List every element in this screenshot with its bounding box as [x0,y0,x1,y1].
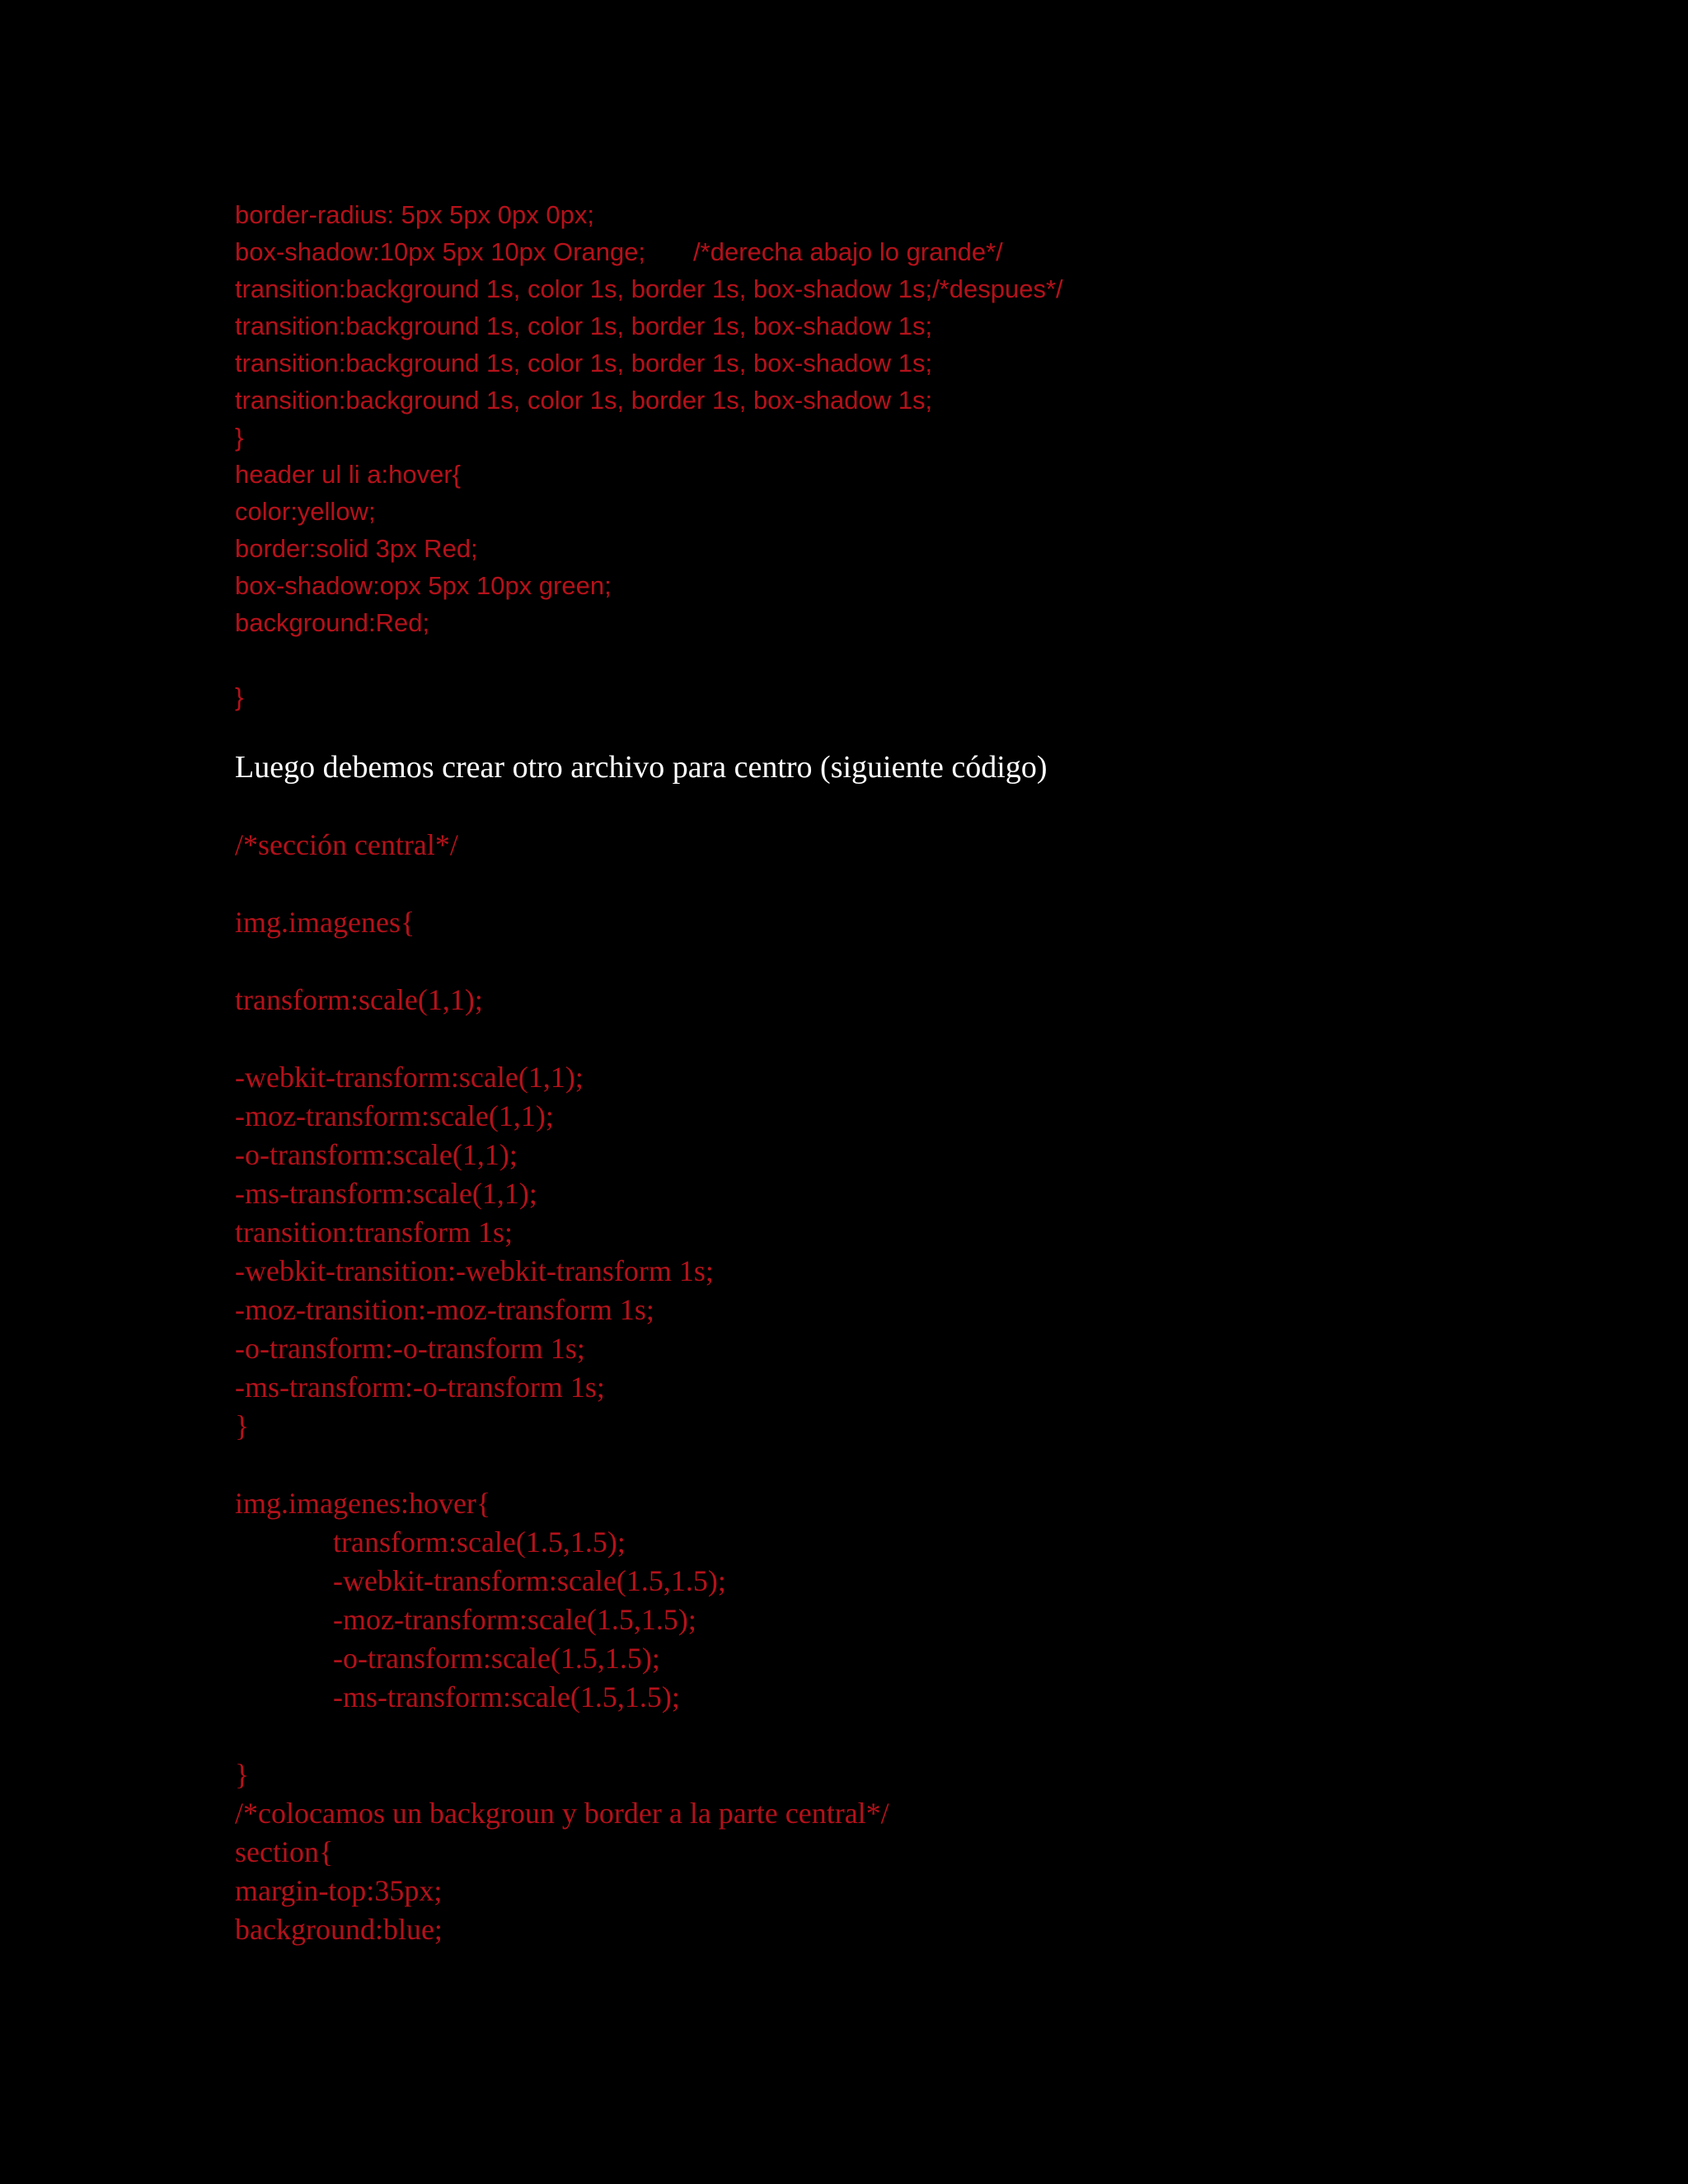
code-line: background:Red; [235,608,430,637]
intro-paragraph: Luego debemos crear otro archivo para centro (siguiente código) [235,750,1048,785]
code-line: color:yellow; [235,497,376,526]
code-line: transition:background 1s, color 1s, border 1s, box-shadow 1s; [235,349,933,377]
code-line: section{ [235,1835,334,1868]
code-line: background:blue; [235,1913,443,1946]
code-line: -webkit-transform:scale(1.5,1.5); [333,1564,726,1597]
code-line: transform:scale(1.5,1.5); [333,1526,626,1558]
code-line: -o-transform:scale(1,1); [235,1138,518,1171]
code-line: border-radius: 5px 5px 0px 0px; [235,200,594,229]
code-line: transition:transform 1s; [235,1216,513,1249]
code-line [235,233,1554,270]
code-line: } [235,423,244,452]
code-comment: /*sección central*/ [235,828,458,861]
blank-line [235,1019,1554,1058]
code-line: box-shadow:opx 5px 10px green; [235,571,612,600]
code-line: -o-transform:scale(1.5,1.5); [333,1642,660,1675]
code-line: border:solid 3px Red; [235,534,478,563]
code-line: -moz-transition:-moz-transform 1s; [235,1293,654,1326]
blank-line [235,865,1554,903]
code-line: transition:background 1s, color 1s, border 1s, box-shadow 1s; [235,312,933,340]
code-line: } [235,1758,250,1791]
code-line: transition:background 1s, color 1s, border 1s, box-shadow 1s; [235,386,933,415]
blank-line [235,1446,1554,1484]
css-code-block-header [235,196,1554,715]
code-line: transform:scale(1,1); [235,983,483,1016]
code-line: -ms-transform:scale(1.5,1.5); [333,1680,680,1713]
code-line: -webkit-transition:-webkit-transform 1s; [235,1254,714,1287]
css-code-block-center [235,748,1554,1949]
code-line: img.imagenes{ [235,906,415,939]
code-line: -moz-transform:scale(1,1); [235,1099,554,1132]
code-line: } [235,1409,250,1442]
code-line: -webkit-transform:scale(1,1); [235,1061,584,1094]
blank-line [235,641,1554,678]
blank-line [235,1717,1554,1755]
code-line: -ms-transform:scale(1,1); [235,1177,537,1210]
code-line: transition:background 1s, color 1s, border 1s, box-shadow 1s;/*despues*/ [235,274,1063,303]
code-line: img.imagenes:hover{ [235,1487,491,1520]
code-line: -moz-transform:scale(1.5,1.5); [333,1603,696,1636]
code-line: margin-top:35px; [235,1874,443,1907]
code-comment: /*derecha abajo lo grande*/ [693,237,1003,266]
code-comment: /*colocamos un backgroun y border a la parte central*/ [235,1797,889,1830]
code-line: -ms-transform:-o-transform 1s; [235,1371,605,1404]
blank-line [235,787,1554,826]
code-text: box-shadow:10px 5px 10px Orange; [235,237,646,266]
code-line: header ul li a:hover{ [235,460,462,489]
code-line: } [235,682,244,711]
blank-line [235,942,1554,981]
code-line: -o-transform:-o-transform 1s; [235,1332,585,1365]
